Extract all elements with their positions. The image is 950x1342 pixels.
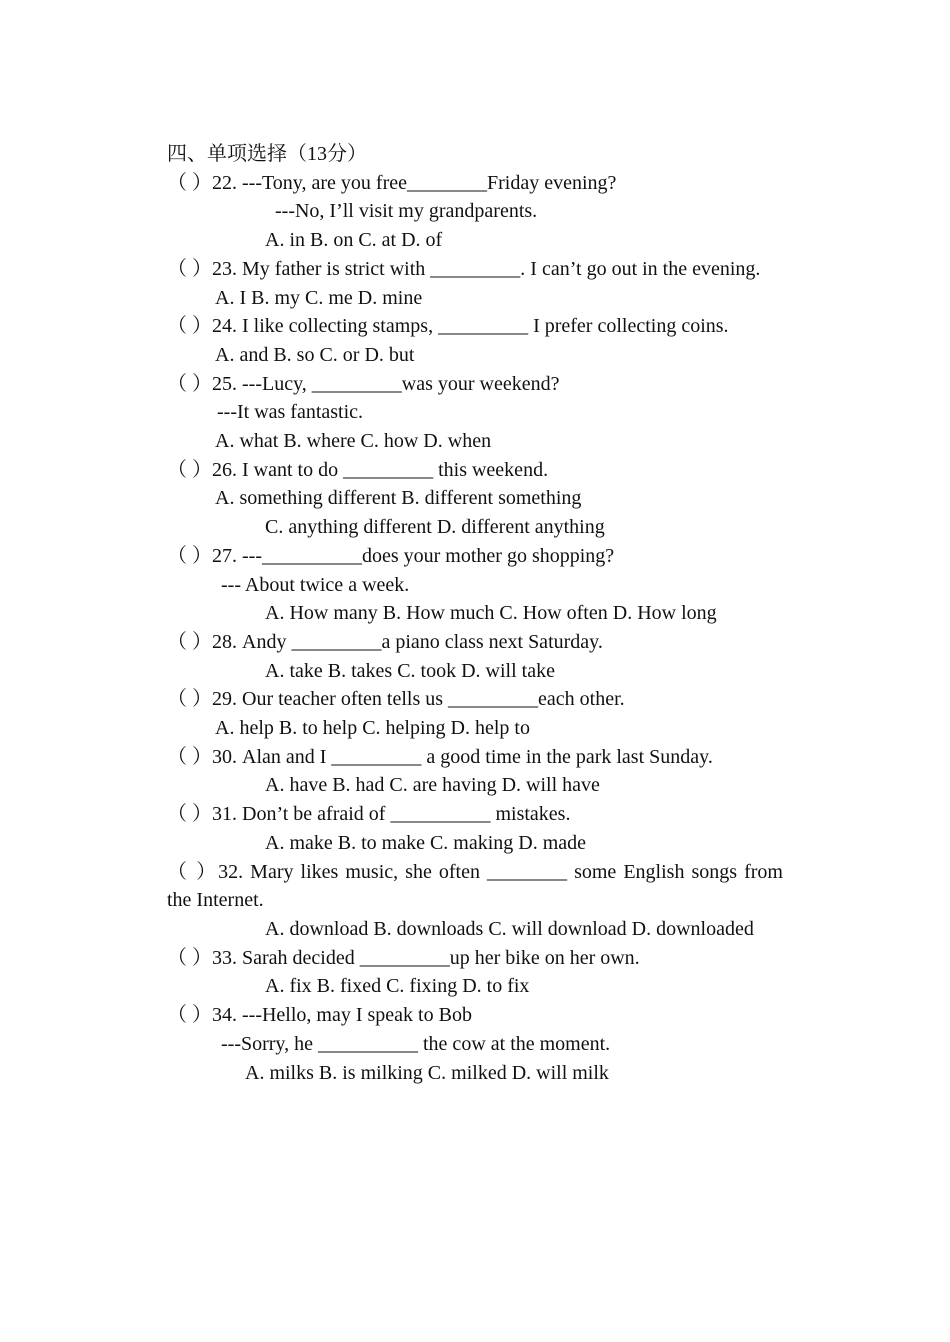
question-32-options: A. download B. downloads C. will download D. downloaded bbox=[265, 917, 754, 940]
question-28-options: A. take B. takes C. took D. will take bbox=[265, 659, 555, 682]
question-26-options-line2: C. anything different D. different anything bbox=[265, 516, 605, 539]
question-22-reply: ---No, I’ll visit my grandparents. bbox=[275, 200, 538, 223]
question-29-options: A. help B. to help C. helping D. help to bbox=[215, 717, 530, 740]
question-27-reply: --- About twice a week. bbox=[221, 573, 410, 596]
question-32-stem: （ ）32. Mary likes music, she often ________ some English songs from the Internet. bbox=[167, 860, 783, 912]
question-22-options: A. in B. on C. at D. of bbox=[265, 229, 443, 252]
question-24-stem: （ ）24. I like collecting stamps, _________ I prefer collecting coins. bbox=[167, 315, 729, 338]
question-31-stem: （ ）31. Don’t be afraid of __________ mistakes. bbox=[167, 803, 571, 826]
question-30-options: A. have B. had C. are having D. will have bbox=[265, 774, 600, 797]
question-25-stem: （ ）25. ---Lucy, _________was your weekend? bbox=[167, 372, 560, 395]
question-23-options: A. I B. my C. me D. mine bbox=[215, 286, 423, 309]
question-34-stem: （ ）34. ---Hello, may I speak to Bob bbox=[167, 1004, 472, 1027]
question-33-options: A. fix B. fixed C. fixing D. to fix bbox=[265, 975, 530, 998]
question-33-stem: （ ）33. Sarah decided _________up her bike on her own. bbox=[167, 946, 640, 969]
question-25-options: A. what B. where C. how D. when bbox=[215, 430, 492, 453]
question-23-stem: （ ）23. My father is strict with _________. I can’t go out in the evening. bbox=[167, 257, 761, 280]
question-29-stem: （ ）29. Our teacher often tells us _________each other. bbox=[167, 688, 625, 711]
question-22-stem: （ ）22. ---Tony, are you free________Friday evening? bbox=[167, 171, 617, 194]
question-26-options: A. something different B. different something bbox=[215, 487, 582, 510]
section-title: 四、单项选择（13分） bbox=[167, 143, 367, 165]
question-26-stem: （ ）26. I want to do _________ this weekend. bbox=[167, 458, 549, 481]
question-27-stem: （ ）27. ---__________does your mother go shopping? bbox=[167, 544, 615, 567]
question-31-options: A. make B. to make C. making D. made bbox=[265, 831, 587, 854]
question-27-options: A. How many B. How much C. How often D. How long bbox=[265, 602, 717, 625]
question-34-reply: ---Sorry, he __________ the cow at the moment. bbox=[221, 1032, 611, 1055]
question-28-stem: （ ）28. Andy _________a piano class next Saturday. bbox=[167, 630, 603, 653]
question-25-reply: ---It was fantastic. bbox=[217, 401, 364, 424]
question-section bbox=[167, 140, 783, 1087]
question-24-options: A. and B. so C. or D. but bbox=[215, 343, 415, 366]
question-34-options: A. milks B. is milking C. milked D. will milk bbox=[245, 1061, 609, 1084]
question-30-stem: （ ）30. Alan and I _________ a good time in the park last Sunday. bbox=[167, 745, 713, 768]
